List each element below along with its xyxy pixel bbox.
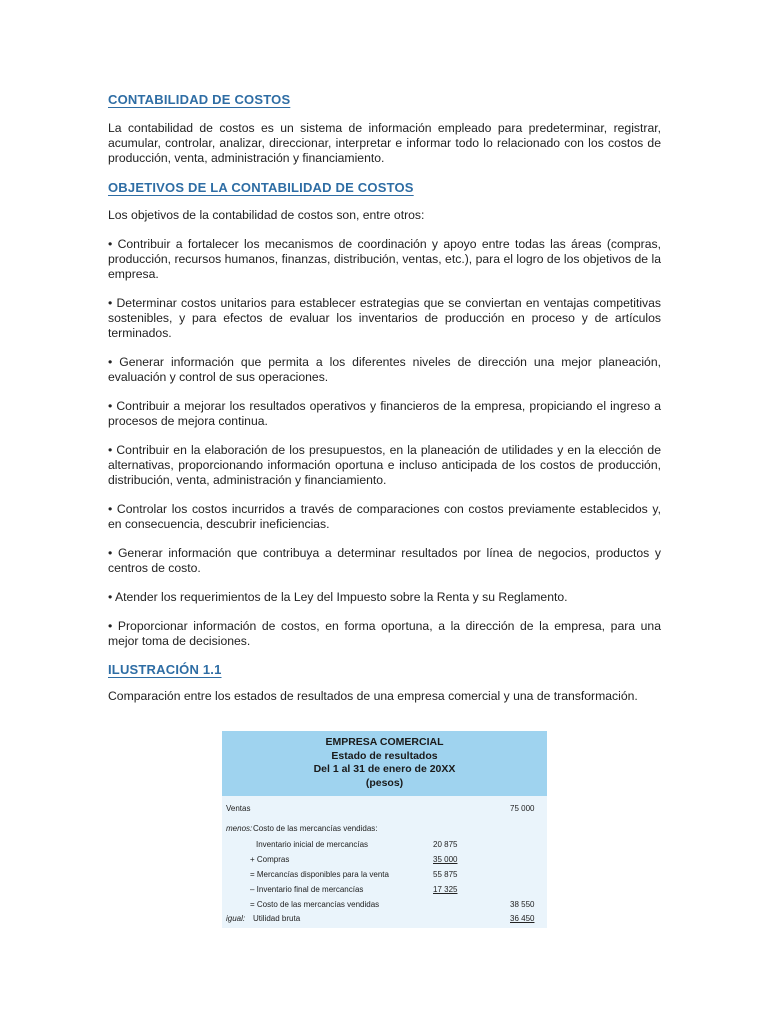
row-label: = Mercancías disponibles para la venta xyxy=(250,870,389,879)
statement-unit: (pesos) xyxy=(365,776,404,789)
objective-bullet: • Contribuir en la elaboración de los presupuestos, en la planeación de utilidades y en la elección de alternativas, proporcionando información oportuna e incluso anticipada de los costos de producción, distribución, venta, administración y financiamiento. xyxy=(108,443,661,487)
row-amount: 35 000 xyxy=(433,855,458,864)
objective-bullet: • Atender los requerimientos de la Ley del Impuesto sobre la Renta y su Reglamento. xyxy=(108,590,568,604)
statement-row-ventas xyxy=(222,804,547,818)
statement-row-disponibles xyxy=(222,870,547,884)
section-title-contabilidad: CONTABILIDAD DE COSTOS xyxy=(108,92,291,107)
document-body xyxy=(108,88,661,704)
row-amount: 20 875 xyxy=(433,840,458,849)
row-label: Ventas xyxy=(226,804,251,813)
objective-bullet: • Generar información que contribuya a determinar resultados por línea de negocios, productos y centros de costo. xyxy=(108,546,661,575)
objective-bullet: • Generar información que permita a los diferentes niveles de dirección una mejor planeación, evaluación y control de sus operaciones. xyxy=(108,355,661,384)
income-statement-figure xyxy=(222,731,547,928)
row-label: = Costo de las mercancías vendidas xyxy=(250,900,380,909)
row-amount: 17 325 xyxy=(433,885,458,894)
row-total: 75 000 xyxy=(510,804,535,813)
statement-row-inv-final xyxy=(222,885,547,899)
row-prefix: menos: xyxy=(226,824,253,833)
statement-period: Del 1 al 31 de enero de 20XX xyxy=(313,763,456,775)
row-label: Utilidad bruta xyxy=(253,914,301,923)
statement-title: Estado de resultados xyxy=(331,749,438,762)
statement-row-inv-inicial xyxy=(222,840,547,854)
row-total: 38 550 xyxy=(510,900,535,909)
row-label: – Inventario final de mercancías xyxy=(250,885,364,894)
row-amount: 55 875 xyxy=(433,870,458,879)
objective-bullet: • Contribuir a mejorar los resultados operativos y financieros de la empresa, propiciando el ingreso a procesos de mejora continua. xyxy=(108,399,661,428)
row-label: Inventario inicial de mercancías xyxy=(256,840,369,849)
statement-company: EMPRESA COMERCIAL xyxy=(325,736,444,748)
objective-bullet: • Determinar costos unitarios para establecer estrategias que se conviertan en ventajas competitivas sostenibles, y para efectos de evaluar los inventarios de producción en proceso y de artículos terminados. xyxy=(108,296,661,340)
illustration-caption: Comparación entre los estados de resultados de una empresa comercial y una de transformación. xyxy=(108,689,638,703)
section-title-objetivos: OBJETIVOS DE LA CONTABILIDAD DE COSTOS xyxy=(108,180,414,195)
objectives-lead: Los objetivos de la contabilidad de costos son, entre otros: xyxy=(108,208,425,222)
statement-row-costo-vendidas xyxy=(222,900,547,914)
row-label: Costo de las mercancías vendidas: xyxy=(253,824,378,833)
row-total: 36 450 xyxy=(510,914,535,923)
statement-row-utilidad xyxy=(222,914,547,928)
objective-bullet: • Contribuir a fortalecer los mecanismos de coordinación y apoyo entre todas las áreas (compras, producción, recursos humanos, finanzas, distribución, ventas, etc.), para el logro de los objetivos de la empresa. xyxy=(108,237,661,281)
statement-header xyxy=(222,731,547,796)
statement-row-compras xyxy=(222,855,547,869)
objective-bullet: • Controlar los costos incurridos a través de comparaciones con costos previamente establecidos y, en consecuencia, descubrir ineficiencias. xyxy=(108,502,661,531)
section-title-ilustracion: ILUSTRACIÓN 1.1 xyxy=(108,662,222,677)
intro-paragraph: La contabilidad de costos es un sistema de información empleado para predeterminar, registrar, acumular, controlar, analizar, direccionar, interpretar e informar todo lo relacionado con los costos de producción, venta, administración y financiamiento. xyxy=(108,121,661,165)
row-prefix: igual: xyxy=(226,914,246,923)
row-label: + Compras xyxy=(250,855,290,864)
objective-bullet: • Proporcionar información de costos, en forma oportuna, a la dirección de la empresa, para una mejor toma de decisiones. xyxy=(108,619,661,648)
statement-row-costo-header xyxy=(222,824,547,838)
